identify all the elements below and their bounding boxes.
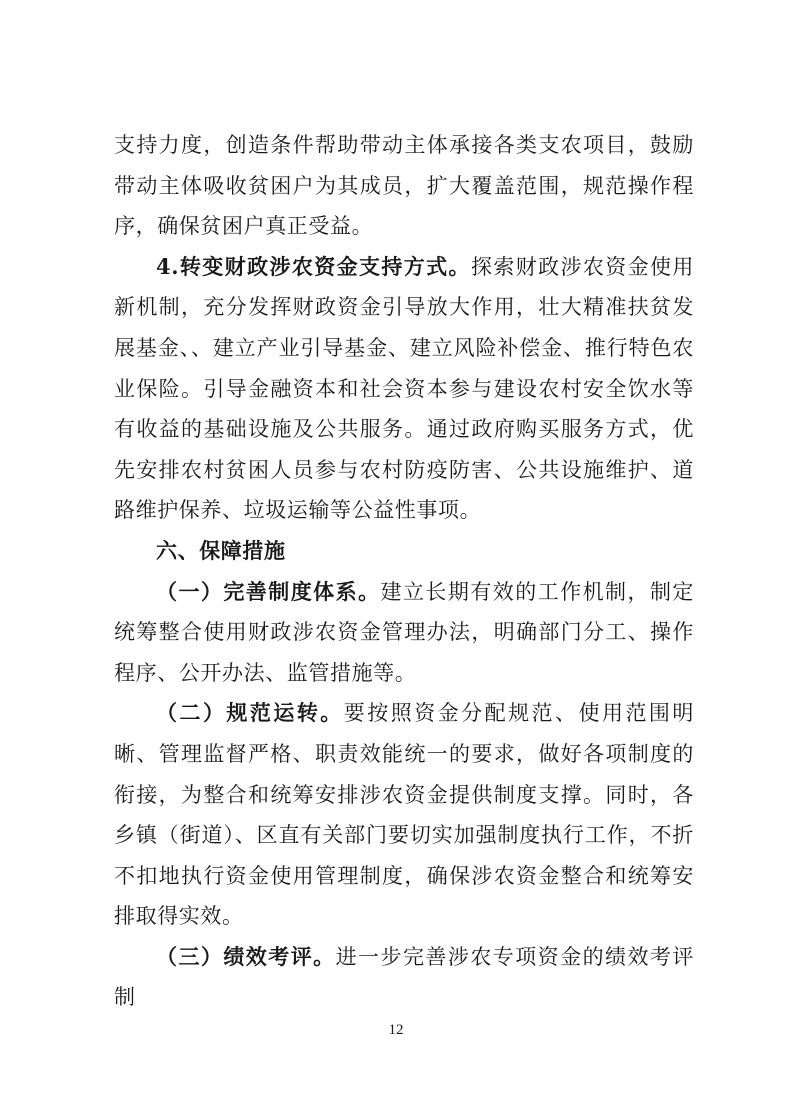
section-heading-text: 六、保障措施: [156, 537, 286, 563]
paragraph-funding-method: [114, 247, 694, 531]
paragraph-text: 建立长期有效的工作机制，制定统筹整合使用财政涉农资金管理办法，明确部门分工、操作程序、公开办法、监管措施等。: [114, 579, 695, 685]
paragraph-text: 支持力度，创造条件帮助带动主体承接各类支农项目，鼓励带动主体吸收贫困户为其成员，扩大覆盖范围，规范操作程序，确保贫困户真正受益。: [114, 133, 694, 239]
document-body: [114, 125, 694, 1018]
paragraph-evaluation: [114, 937, 694, 1018]
paragraph-lead: 4.转变财政涉农资金支持方式。: [156, 253, 471, 279]
paragraph-text: 探索财政涉农资金使用新机制，充分发挥财政资金引导放大作用，壮大精准扶贫发展基金、、建立产业引导基金、建立风险补偿金、推行特色农业保险。引导金融资本和社会资本参与建设农村安全饮水等有收益的基础设施及公共服务。通过政府购买服务方式，优先安排农村贫困人员参与农村防疫防害、公共设施维护、道路维护保养、垃圾运输等公益性事项。: [114, 254, 695, 523]
section-heading: [114, 531, 694, 572]
paragraph-lead: （三）绩效考评。: [156, 943, 336, 969]
paragraph-operation: [114, 693, 694, 937]
paragraph-lead: （一）完善制度体系。: [156, 578, 381, 604]
paragraph-lead: （二）规范运转。: [156, 700, 344, 726]
page-number: 12: [388, 1022, 404, 1038]
paragraph-continuation: [114, 125, 694, 247]
paragraph-system: [114, 572, 694, 694]
paragraph-text: 要按照资金分配规范、使用范围明晰、管理监督严格、职责效能统一的要求，做好各项制度的衔接，为整合和统筹安排涉农资金提供制度支撑。同时，各乡镇（街道）、区直有关部门要切实加强制度执行工作，不折不扣地执行资金使用管理制度，确保涉农资金整合和统筹安排取得实效。: [114, 701, 694, 929]
paragraph-text: 进一步完善涉农专项资金的绩效考评制: [114, 944, 694, 1010]
